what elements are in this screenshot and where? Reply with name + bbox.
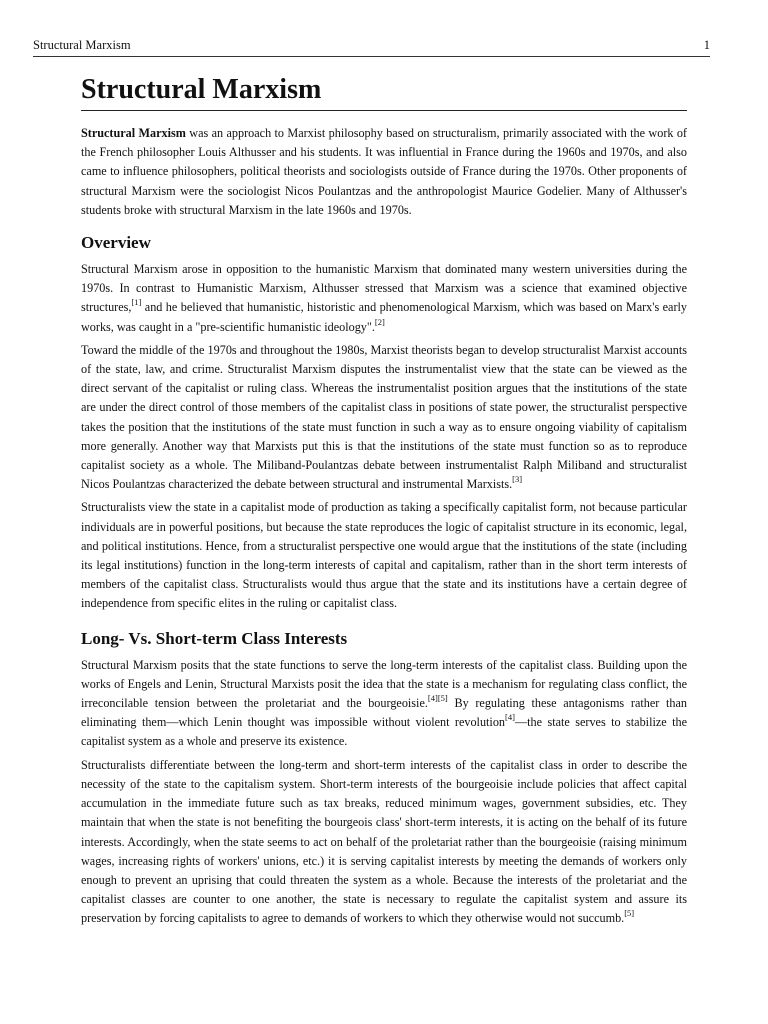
citation-link[interactable]: [5] (624, 908, 635, 919)
citation-link[interactable]: [3] (512, 474, 523, 485)
page-title: Structural Marxism (81, 74, 687, 111)
overview-p1-text-b: and he believed that humanistic, historistic and phenomenological Marxism, which was based on Marx's early works, was caught in a "pre-scientific humanistic ideology". (81, 300, 687, 334)
intro-text: was an approach to Marxist philosophy based on structuralism, primarily associated with the work of the French philosopher Louis Althusser and his students. It was influential in France during the 1960s and 1970s, and also came to influence philosophers, political theorists and sociologists outside of France during the 1970s. Other proponents of structural Marxism were the sociologist Nicos Poulantzas and the anthropologist Maurice Godelier. Many of Althusser's students broke with structural Marxism in the late 1960s and 1970s. (81, 126, 687, 217)
running-header (33, 38, 710, 57)
citation-link[interactable]: [4][5] (427, 693, 448, 704)
overview-p2-text: Toward the middle of the 1970s and throughout the 1980s, Marxist theorists began to develop structuralist Marxist accounts of the state, law, and crime. Structuralist Marxism disputes the instrumentalist view that the state can be viewed as the direct servant of the capitalist or ruling class. Whereas the instrumentalist position argues that the institutions of the state are under the direct control of those members of the capitalist class in positions of state power, the structuralist perspective takes the position that the institutions of the state must function in such a way as to ensure ongoing viability of capitalism more generally. Another way that Marxists put this is that the institutions of the state must function so as to reproduce capitalist society as a whole. The Miliband-Poulantzas debate between instrumentalist Ralph Miliband and structuralist Nicos Poulantzas characterized the debate between structural and instrumental Marxists. (81, 342, 687, 492)
page-number: 1 (703, 38, 710, 52)
citation-link[interactable]: [2] (374, 316, 385, 327)
citation-link[interactable]: [1] (131, 297, 142, 308)
long-short-paragraph-2 (81, 756, 687, 929)
article-body (81, 124, 687, 933)
ls-p1-text-a: Structural Marxism posits that the state functions to serve the long-term interests of the capitalist class. Building upon the works of Engels and Lenin, Structural Marxists posit the idea that the state is a mechanism for regulating class conflict, the irreconcilable tension between the proletariat and the bourgeoisie. (81, 657, 687, 711)
long-short-heading: Long- Vs. Short-term Class Interests (81, 628, 348, 648)
ls-p1-text-c: —the state serves to stabilize the capitalist system as a whole and preserve its existence. (81, 715, 687, 749)
running-header-title: Structural Marxism (33, 38, 131, 52)
overview-heading: Overview (81, 233, 151, 253)
overview-paragraph-2 (81, 341, 687, 495)
long-short-paragraph-1 (81, 656, 687, 752)
citation-link[interactable]: [4] (505, 712, 515, 723)
ls-p2-text: Structuralists differentiate between the long-term and short-term interests of the capitalist class in order to describe the necessity of the state to the capitalism system. Short-term interests of the bourgeoisie include policies that affect capital accumulation in the immediate future such as tax breaks, reduced minimum wages, government subsidies, etc. They maintain that when the state is not benefiting the bourgeois class' short-term interests, it is acting on the behalf of its future interests. Accordingly, when the state seems to act on behalf of the proletariat rather than the bourgeoisie (raising minimum wages, increasing rights of workers' unions, etc.) it is serving capitalist interests by meeting the demands of workers only enough to prevent an uprising that could threaten the system as a whole. Because the interests of the proletariat and the capitalist classes are counter to one another, the state is necessary to regulate the capitalist system and assure its preservation by forcing capitalists to agree to demands of workers to which they otherwise would not succumb. (81, 757, 687, 926)
overview-paragraph-1 (81, 260, 687, 337)
overview-paragraph-3: Structuralists view the state in a capitalist mode of production as taking a specifically capitalist form, not because particular individuals are in powerful positions, but because the state reproduces the logic of capitalist structure in its economic, legal, and political institutions. Hence, from a structuralist perspective one would argue that the institutions of the state (including its legal institutions) function in the long-term interests of capital and capitalism, rather than in the short term interests of members of the capitalist class. Structuralists would thus argue that the state and its institutions have a certain degree of independence from specific elites in the ruling or capitalist class. (81, 500, 687, 611)
ls-p1-text-b: By regulating these antagonisms rather than eliminating them—which Lenin thought was impossible without violent revolution (81, 696, 687, 730)
overview-p1-text-a: Structural Marxism arose in opposition to the humanistic Marxism that dominated many western universities during the 1970s. In contrast to Humanistic Marxism, Althusser stressed that Marxism was a science that examined objective structures, (81, 262, 687, 315)
intro-bold-term: Structural Marxism (81, 126, 186, 140)
intro-paragraph (81, 124, 687, 220)
